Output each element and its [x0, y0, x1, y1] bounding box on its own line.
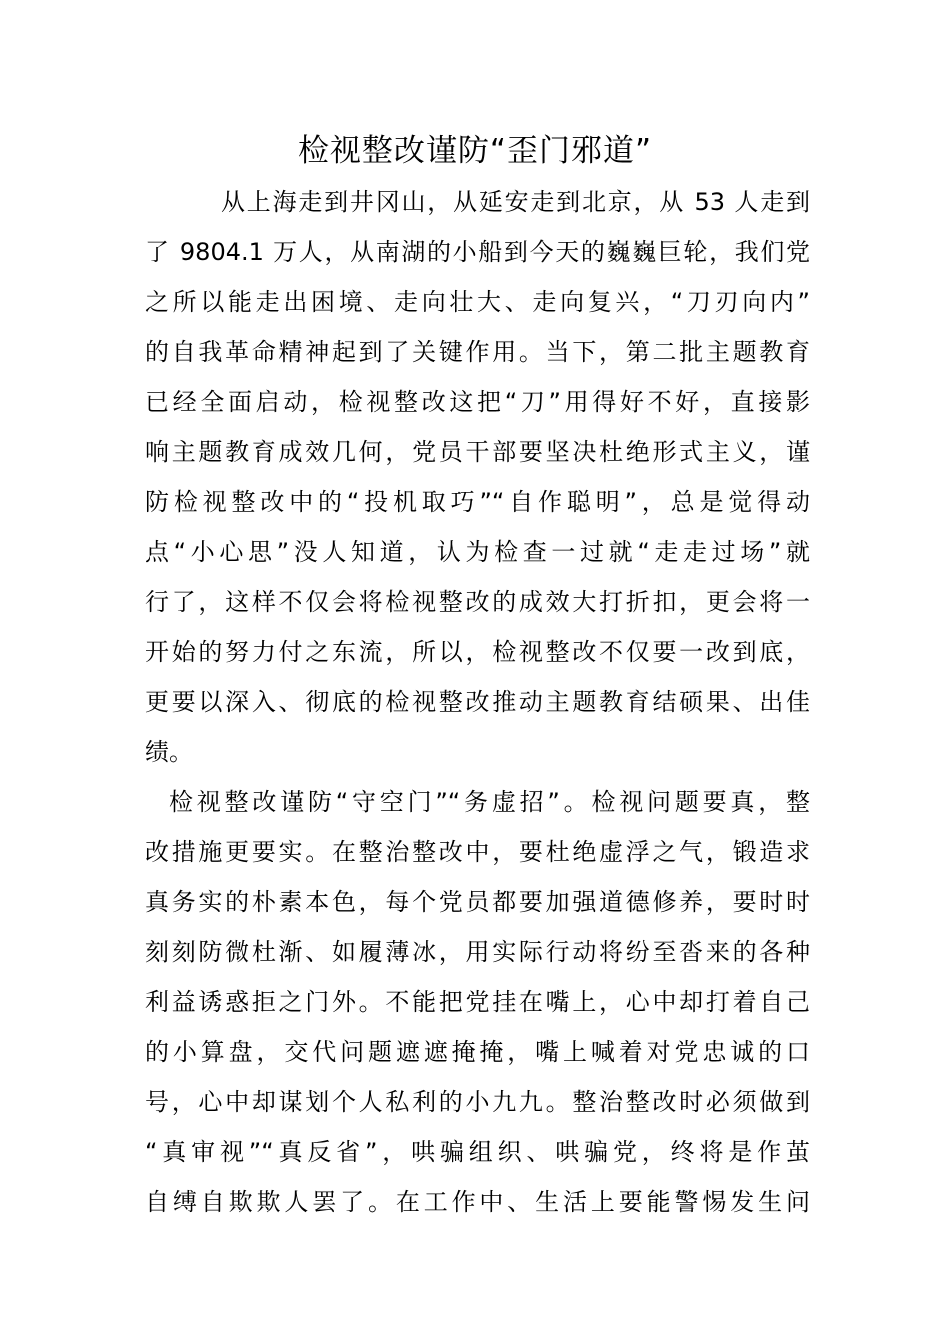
document-body: [145, 178, 810, 1228]
text-line: 从上海走到井冈山，从延安走到北京，从 53 人走到: [221, 188, 810, 216]
text-line: 防检视整改中的“投机取巧”“自作聪明”，总是觉得动: [145, 488, 810, 516]
text-line: 真务实的朴素本色，每个党员都要加强道德修养，要时时: [145, 888, 810, 916]
text-line: “真审视”“真反省”，哄骗组织、哄骗党，终将是作茧: [145, 1138, 810, 1166]
text-line: 自缚自欺欺人罢了。在工作中、生活上要能警惕发生问: [145, 1188, 810, 1216]
text-line: 改措施更要实。在整治整改中，要杜绝虚浮之气，锻造求: [145, 838, 810, 866]
text-line: 刻刻防微杜渐、如履薄冰，用实际行动将纷至沓来的各种: [145, 938, 810, 966]
text-line: 了 9804.1 万人，从南湖的小船到今天的巍巍巨轮，我们党: [145, 238, 810, 266]
text-line: 已经全面启动，检视整改这把“刀”用得好不好，直接影: [145, 388, 810, 416]
text-line: 号，心中却谋划个人私利的小九九。整治整改时必须做到: [145, 1088, 810, 1116]
document-title: 检视整改谨防“歪门邪道”: [297, 133, 653, 169]
text-line: 检视整改谨防“守空门”“务虚招”。检视问题要真，整: [169, 788, 810, 816]
text-line: 响主题教育成效几何，党员干部要坚决杜绝形式主义，谨: [145, 438, 810, 466]
text-line: 开始的努力付之东流，所以，检视整改不仅要一改到底，: [145, 638, 810, 666]
text-line: 的小算盘，交代问题遮遮掩掩，嘴上喊着对党忠诚的口: [145, 1038, 810, 1066]
text-line: 的自我革命精神起到了关键作用。当下，第二批主题教育: [145, 338, 810, 366]
text-line: 绩。: [145, 738, 193, 766]
text-line: 之所以能走出困境、走向壮大、走向复兴，“刀刃向内”: [145, 288, 810, 316]
text-line: 行了，这样不仅会将检视整改的成效大打折扣，更会将一: [145, 588, 810, 616]
text-line: 点“小心思”没人知道，认为检查一过就“走走过场”就: [145, 538, 810, 566]
text-line: 更要以深入、彻底的检视整改推动主题教育结硕果、出佳: [145, 688, 810, 716]
text-line: 利益诱惑拒之门外。不能把党挂在嘴上，心中却打着自己: [145, 988, 810, 1016]
